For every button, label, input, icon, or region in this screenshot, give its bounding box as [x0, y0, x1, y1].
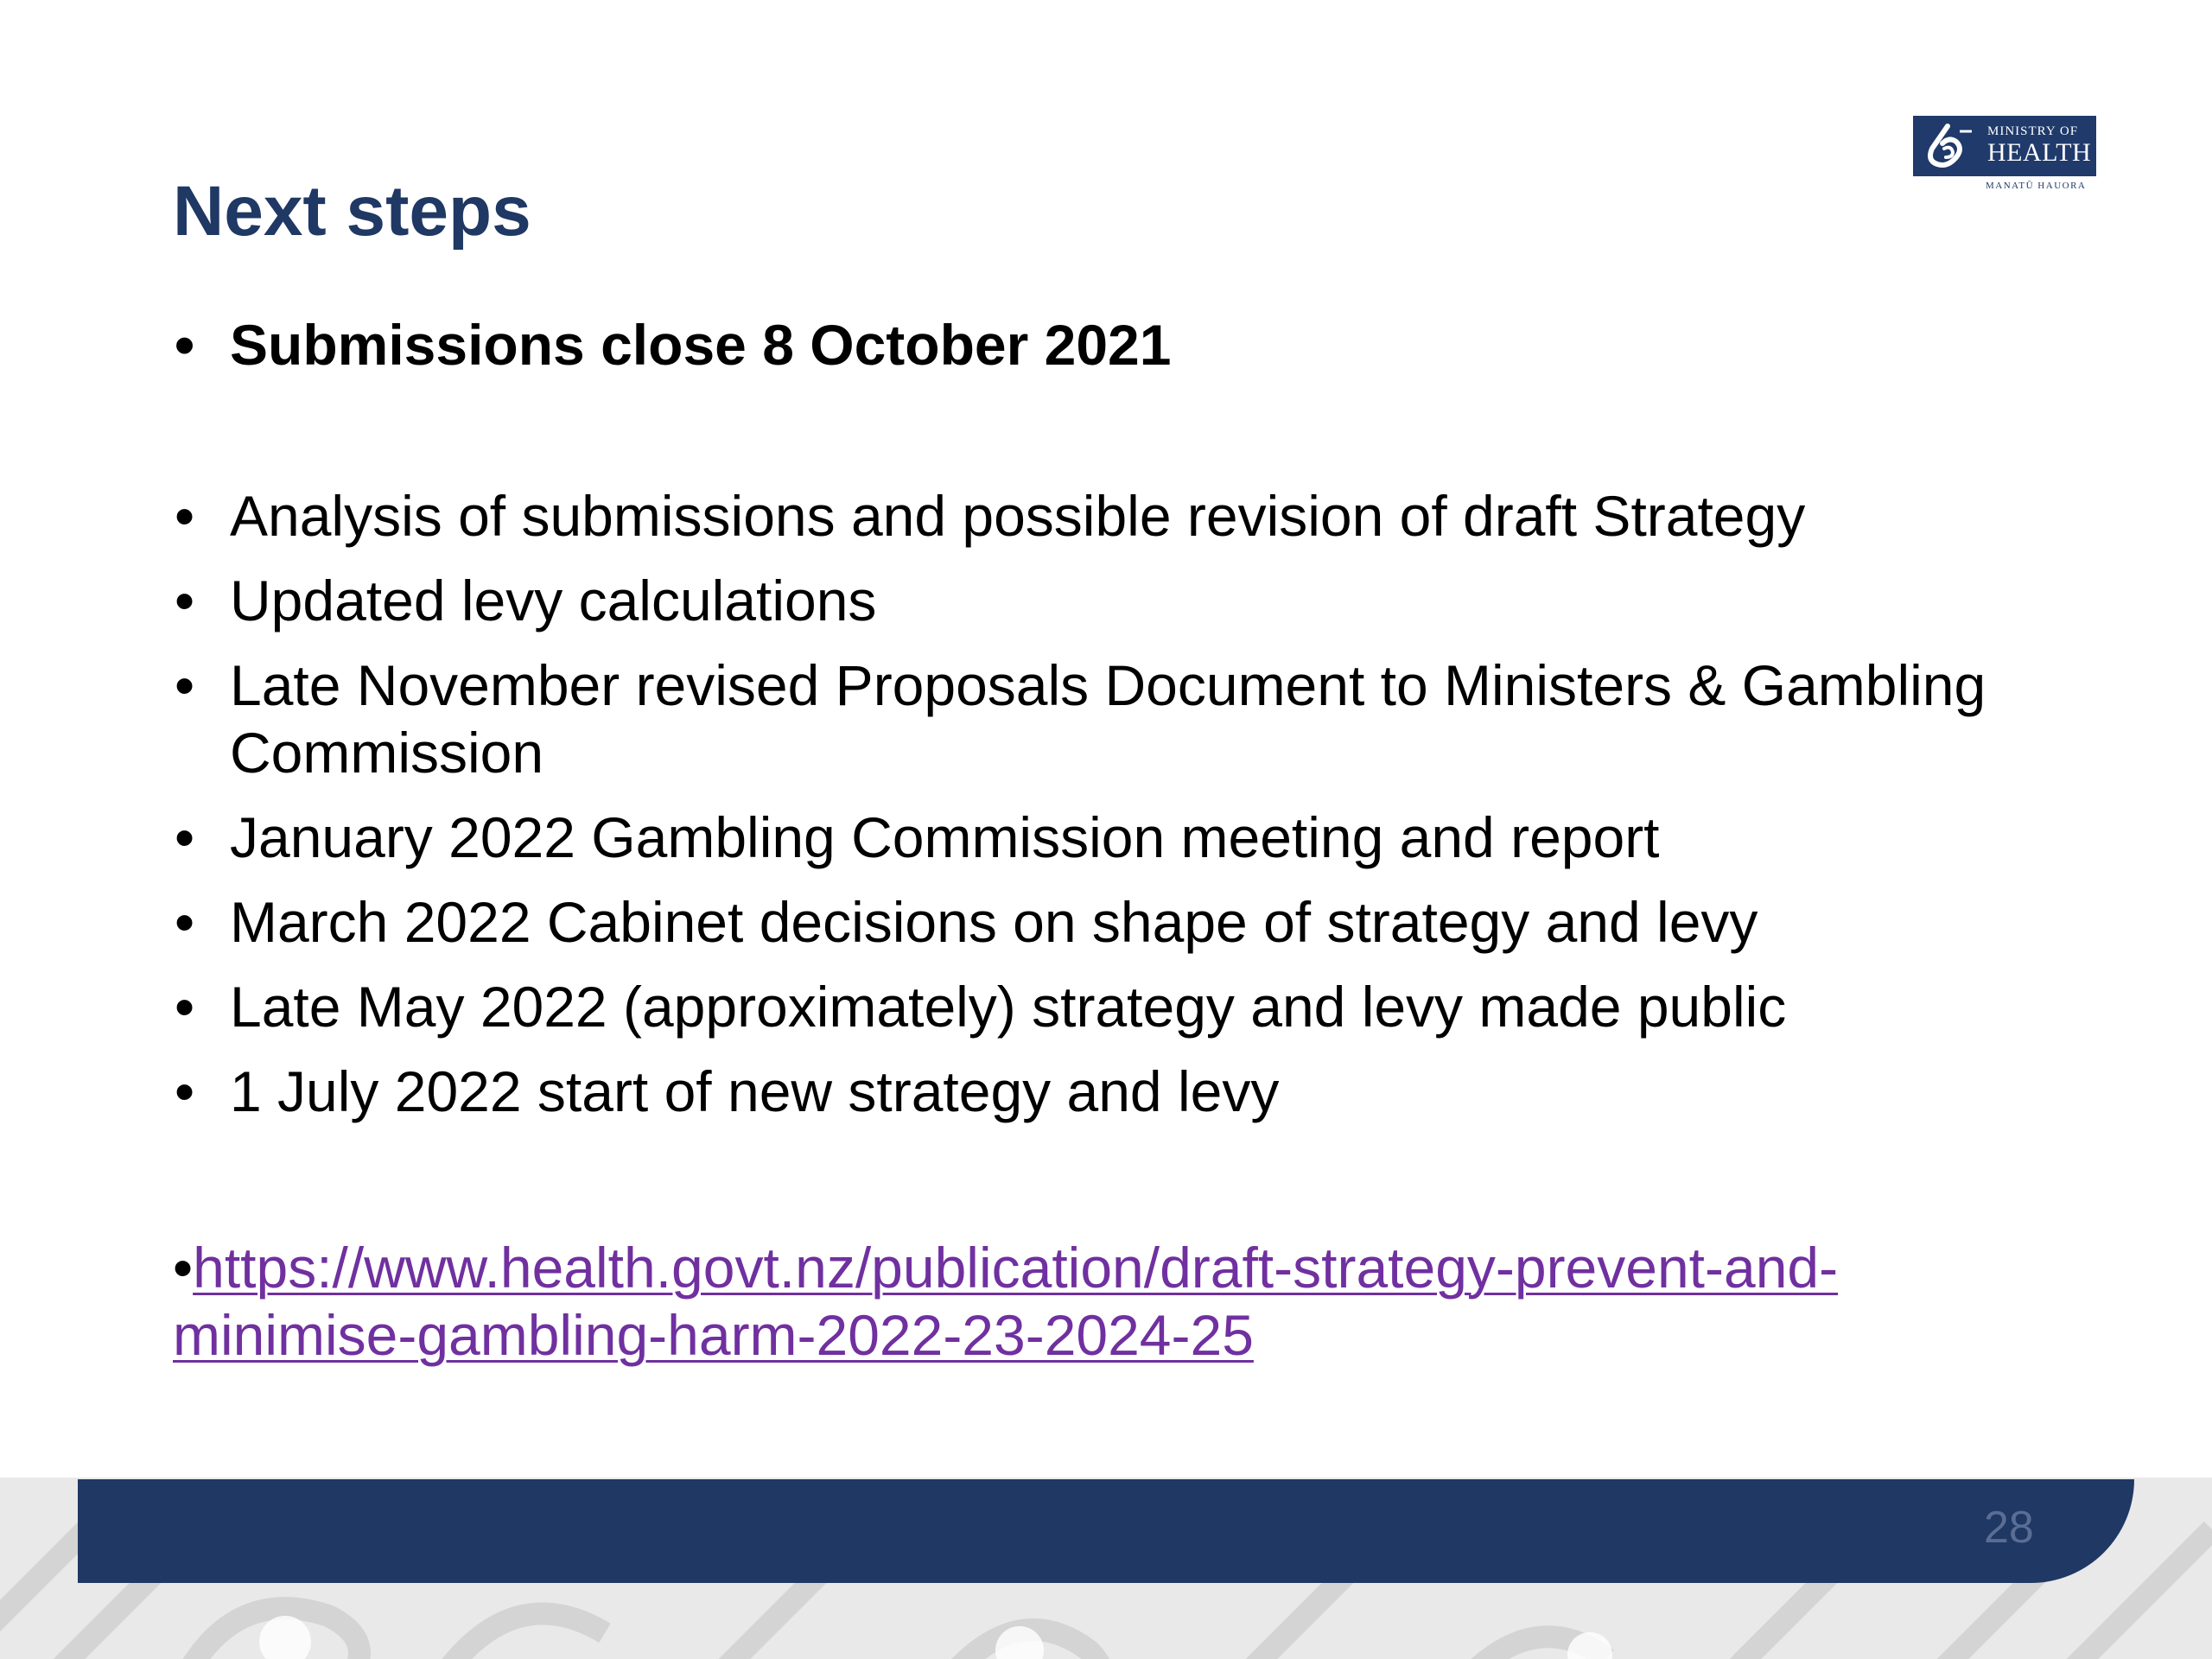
strategy-link[interactable]: https://www.health.govt.nz/publication/draft-strategy-prevent-and-minimise-gambling-harm-2022-23-2024-25 [173, 1236, 1839, 1367]
list-item: • Updated levy calculations [173, 567, 2074, 634]
list-item: • Late May 2022 (approximately) strategy and levy made public [173, 973, 2074, 1040]
list-item: • Analysis of submissions and possible revision of draft Strategy [173, 482, 2074, 550]
list-spacer [173, 378, 2074, 482]
bullet-list [173, 311, 2074, 1142]
footer-bar [78, 1479, 2134, 1583]
list-item: • January 2022 Gambling Commission meeting and report [173, 804, 2074, 871]
strategy-link-block [173, 1234, 2074, 1369]
link-bullet: • [173, 1236, 194, 1300]
slide-title: Next steps [173, 172, 531, 251]
logo-line-1: MINISTRY OF [1987, 124, 2079, 138]
logo-line-2: HEALTH [1987, 138, 2092, 167]
list-item: • Submissions close 8 October 2021 [173, 311, 2074, 378]
logo-subtitle: MANATŪ HAUORA [1986, 181, 2087, 191]
page-number: 28 [1984, 1503, 2034, 1553]
ministry-of-health-logo [1913, 116, 2096, 176]
list-item: • Late November revised Proposals Document to Ministers & Gambling Commission [173, 652, 2074, 786]
list-item: • March 2022 Cabinet decisions on shape of strategy and levy [173, 888, 2074, 956]
koru-icon [1922, 123, 1975, 169]
list-item: • 1 July 2022 start of new strategy and levy [173, 1058, 2074, 1125]
